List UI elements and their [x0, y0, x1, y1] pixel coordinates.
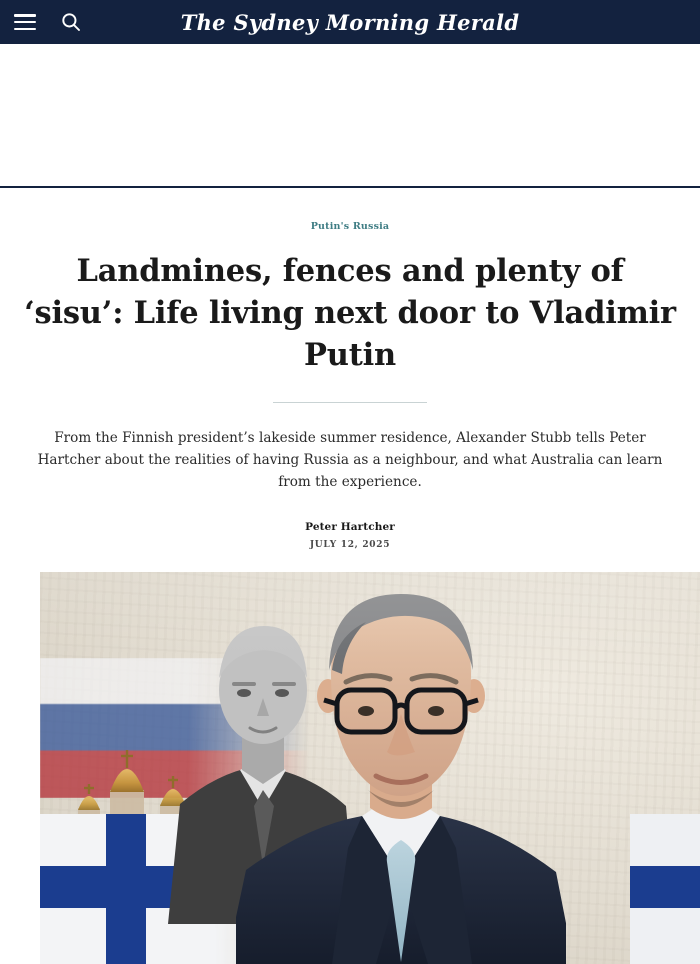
site-header — [0, 0, 700, 44]
hamburger-bar — [14, 21, 36, 24]
article-kicker-link[interactable]: Putin's Russia — [310, 221, 390, 232]
divider — [273, 402, 427, 403]
article-header — [0, 188, 700, 550]
search-icon[interactable] — [60, 11, 82, 33]
site-title: The Sydney Morning Herald — [180, 9, 520, 35]
hamburger-bar — [14, 14, 36, 17]
advertisement-slot — [0, 44, 700, 188]
finnish-flag-graphic-right — [630, 814, 700, 964]
hamburger-bar — [14, 28, 36, 31]
byline — [20, 521, 680, 550]
page-title: Landmines, fences and plenty of ‘sisu’: Life living next door to Vladimir Putin — [24, 253, 676, 374]
hero-image — [40, 572, 700, 964]
byline-date: JULY 12, 2025 — [309, 540, 391, 551]
hamburger-menu-icon[interactable] — [14, 14, 36, 30]
byline-author-link[interactable]: Peter Hartcher — [305, 521, 395, 534]
article-standfirst: From the Finnish president’s lakeside summer residence, Alexander Stubb tells Peter Hartcher about the realities of having Russia as a neighbour, and what Australia can learn from the experience. — [37, 430, 663, 491]
stubb-portrait-graphic — [236, 578, 566, 964]
kicker-container — [20, 188, 680, 234]
